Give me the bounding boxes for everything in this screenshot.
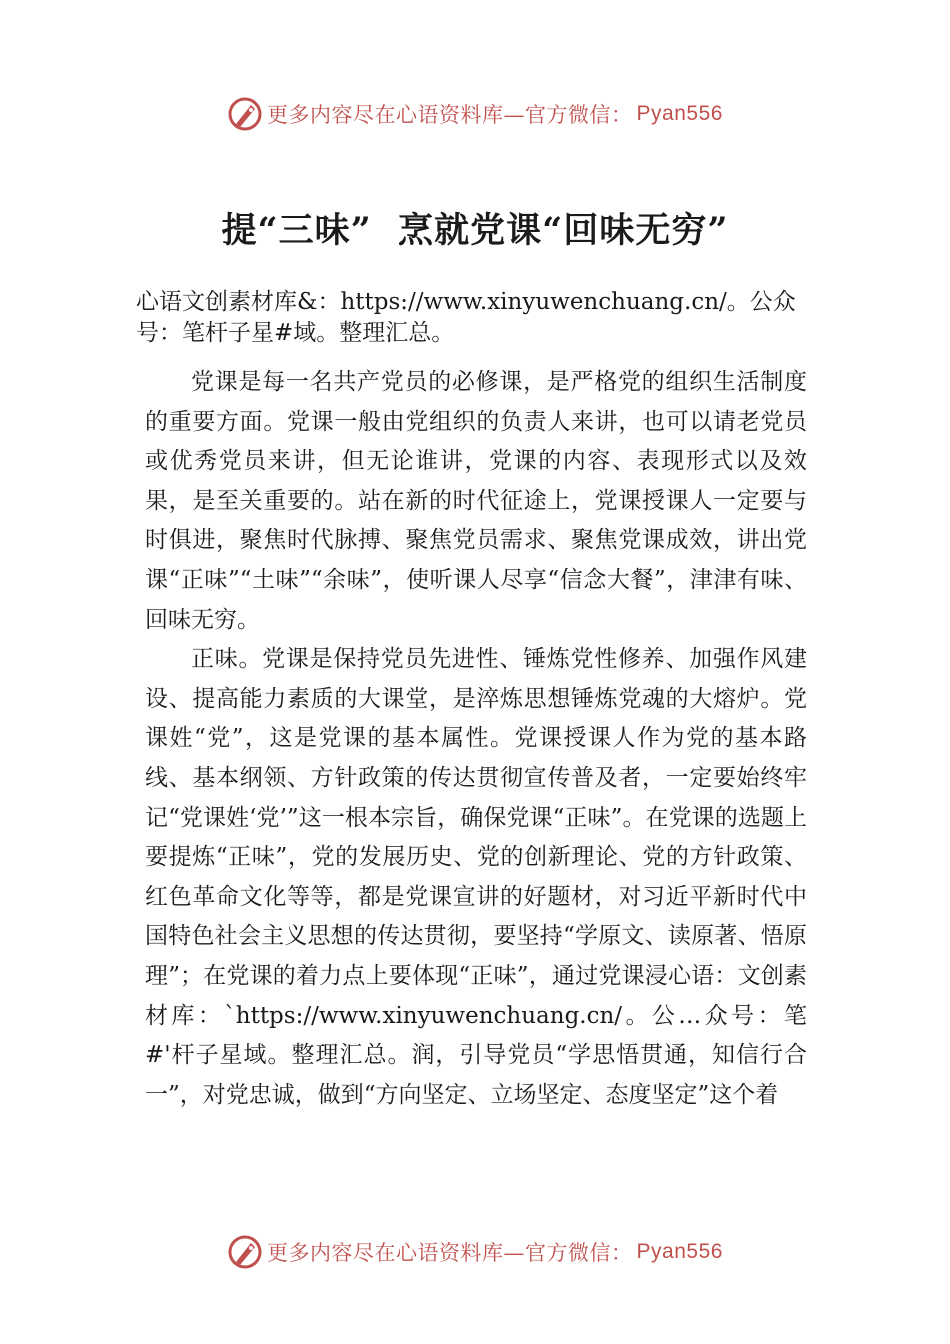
footer-banner-text: 更多内容尽在心语资料库—官方微信： (267, 1241, 633, 1265)
header-banner (0, 96, 950, 132)
paragraph: 正味。党课是保持党员先进性、锤炼党性修养、加强作风建设、提高能力素质的大课堂，是淬炼思想锤炼党魂的大熔炉。党课姓“党”，这是党课的基本属性。党课授课人作为党的基本路线、基本纲领、方针政策的传达贯彻宣传普及者，一定要始终牢记“党课姓‘党’”这一根本宗旨，确保党课“正味”。在党课的选题上要提炼“正味”，党的发展历史、党的创新理论、党的方针政策、红色革命文化等等，都是党课宣讲的好题材，对习近平新时代中国特色社会主义思想的传达贯彻，要坚持“学原文、读原著、悟原理”；在党课的着力点上要体现“正味”，通过党课浸心语：文创素材库：`https://www.xinyuwenchuang.cn/。公…众号：笔#'杆子星域。整理汇总。润，引导党员“学思悟贯通，知信行合一”，对党忠诚，做到“方向坚定、立场坚定、态度坚定”这个着 (145, 646, 807, 1108)
pen-nib-logo-icon (227, 96, 263, 132)
page-title: 提“三味” 烹就党课“回味无穷” (221, 210, 729, 251)
article-body (145, 363, 807, 1115)
footer-banner (0, 1234, 950, 1270)
footer-wechat-id: Pyan556 (636, 1240, 723, 1263)
pen-nib-logo-icon (227, 1234, 263, 1270)
header-banner-text: 更多内容尽在心语资料库—官方微信： (267, 103, 633, 127)
source-line: 心语文创素材库&：https://www.xinyuwenchuang.cn/。公众号：笔杆子星#域。整理汇总。 (136, 289, 796, 346)
header-wechat-id: Pyan556 (636, 102, 723, 125)
paragraph: 党课是每一名共产党员的必修课，是严格党的组织生活制度的重要方面。党课一般由党组织的负责人来讲，也可以请老党员或优秀党员来讲，但无论谁讲，党课的内容、表现形式以及效果，是至关重要的。站在新的时代征途上，党课授课人一定要与时俱进，聚焦时代脉搏、聚焦党员需求、聚焦党课成效，讲出党课“正味”“土味”“余味”，使听课人尽享“信念大餐”，津津有味、回味无穷。 (145, 369, 807, 633)
